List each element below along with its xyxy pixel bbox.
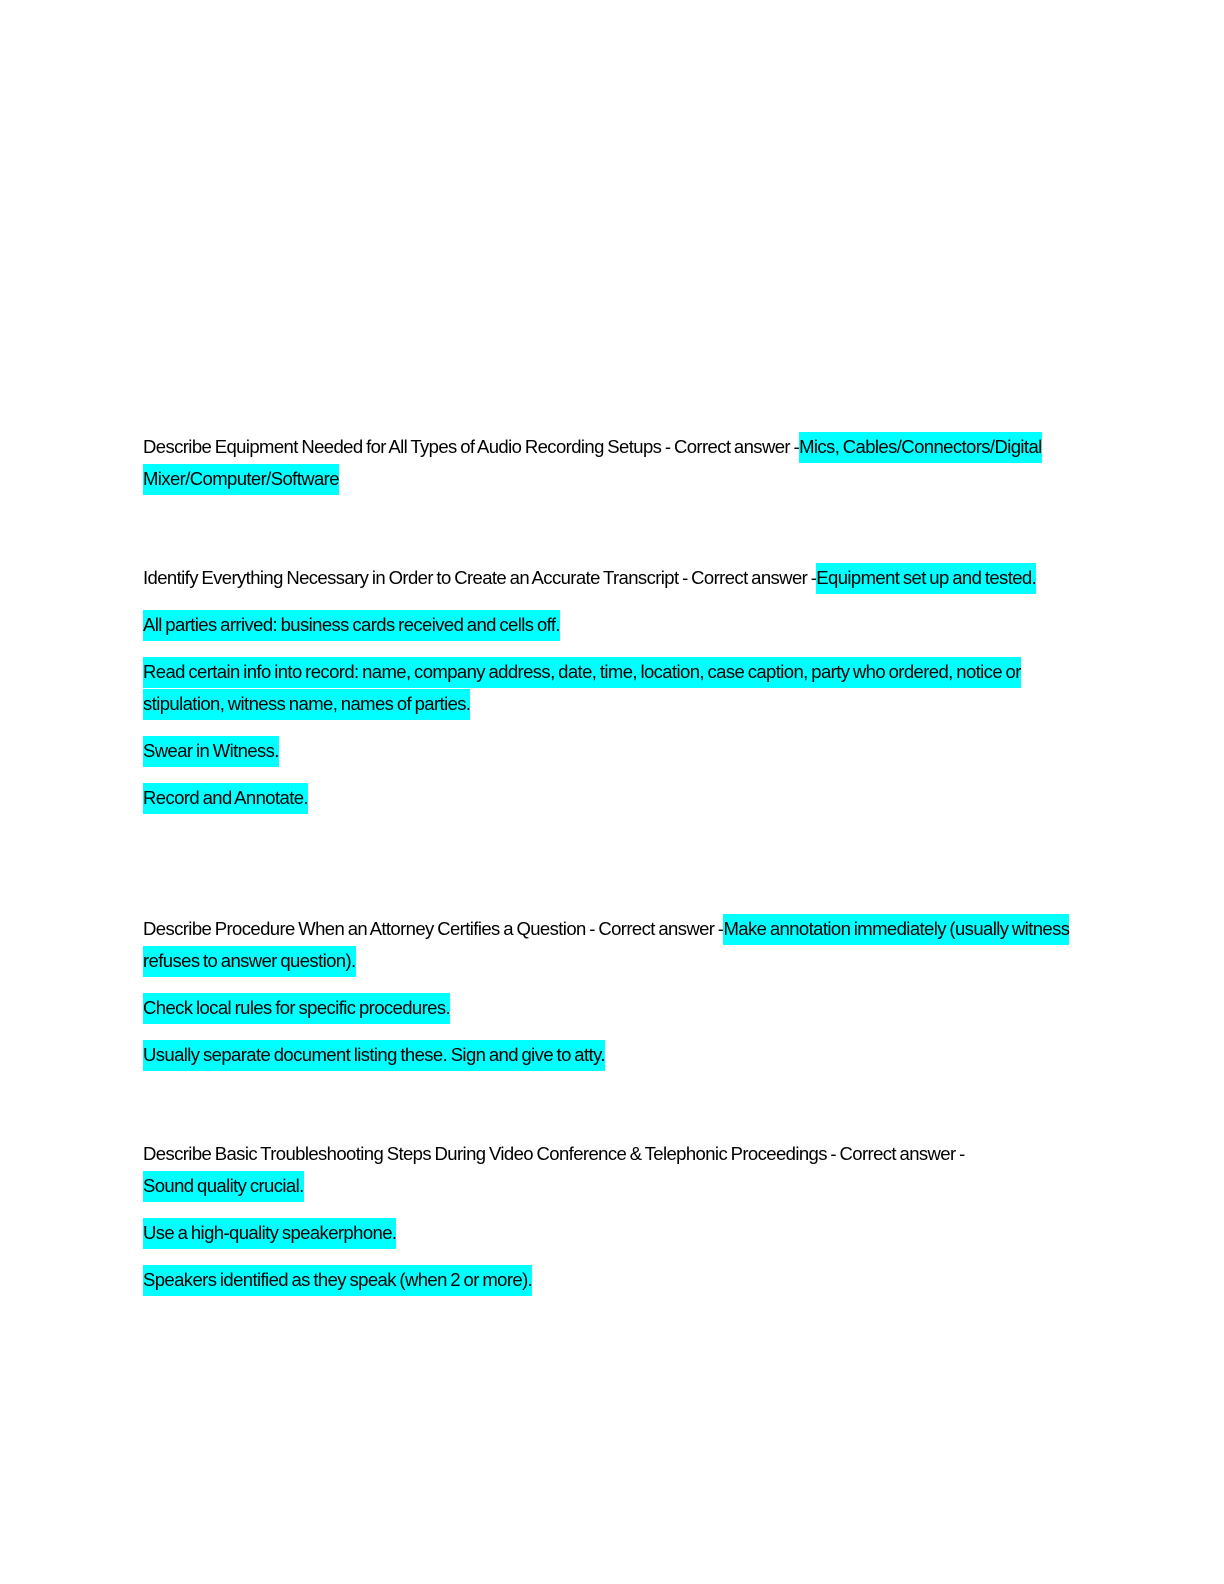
qa-item-troubleshooting	[143, 1138, 1078, 1296]
answer-highlight: Equipment set up and tested.	[816, 563, 1036, 594]
answer-paragraph	[143, 735, 1078, 767]
answer-paragraph	[143, 609, 1078, 641]
answer-highlight: Check local rules for specific procedures.	[143, 993, 450, 1024]
answer-highlight: Sound quality crucial.	[143, 1171, 304, 1202]
qa-item-audio-equipment	[143, 431, 1078, 495]
answer-highlight: Mics, Cables/Connectors/Digital Mixer/Computer/Software	[143, 432, 1042, 495]
answer-highlight: All parties arrived: business cards received and cells off.	[143, 610, 560, 641]
question-text: Identify Everything Necessary in Order to Create an Accurate Transcript - Correct answer -	[143, 567, 817, 588]
qa-item-certifies-question	[143, 913, 1078, 1071]
qa-first-line	[143, 431, 1078, 495]
qa-item-accurate-transcript	[143, 562, 1078, 814]
answer-highlight: Read certain info into record: name, company address, date, time, location, case caption, party who ordered, notice or stipulation, witness name, names of parties.	[143, 657, 1021, 720]
answer-paragraph	[143, 1264, 1078, 1296]
answer-paragraph	[143, 656, 1078, 720]
answer-highlight: Swear in Witness.	[143, 736, 279, 767]
answer-paragraph	[143, 1039, 1078, 1071]
answer-paragraph	[143, 992, 1078, 1024]
answer-highlight: Usually separate document listing these. Sign and give to atty.	[143, 1040, 605, 1071]
question-text: Describe Basic Troubleshooting Steps During Video Conference & Telephonic Proceedings - Correct answer -	[143, 1143, 965, 1164]
qa-first-line	[143, 1138, 1078, 1202]
answer-highlight: Record and Annotate.	[143, 783, 308, 814]
answer-highlight: Use a high-quality speakerphone.	[143, 1218, 396, 1249]
answer-highlight: Make annotation immediately (usually witness refuses to answer question).	[143, 914, 1069, 977]
answer-paragraph	[143, 782, 1078, 814]
qa-first-line	[143, 913, 1078, 977]
answer-highlight: Speakers identified as they speak (when 2 or more).	[143, 1265, 532, 1296]
question-text: Describe Equipment Needed for All Types of Audio Recording Setups - Correct answer -	[143, 436, 800, 457]
qa-first-line	[143, 562, 1078, 594]
answer-paragraph	[143, 1217, 1078, 1249]
question-text: Describe Procedure When an Attorney Certifies a Question - Correct answer -	[143, 918, 724, 939]
